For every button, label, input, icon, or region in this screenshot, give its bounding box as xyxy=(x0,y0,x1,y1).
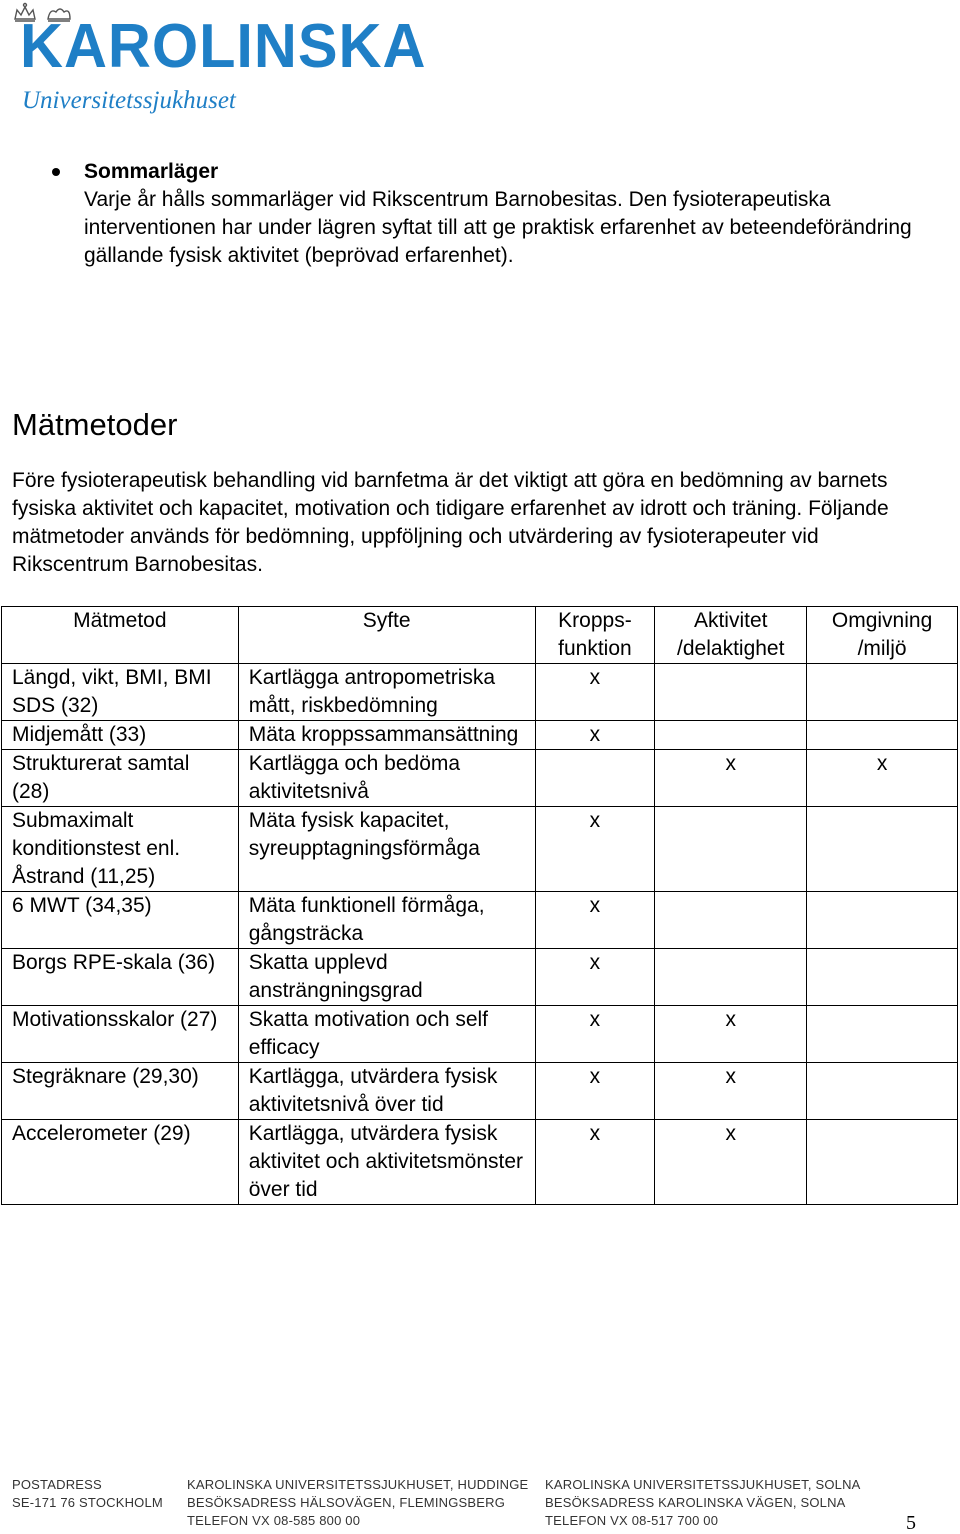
cell-aktivitet: x xyxy=(655,750,807,807)
table-row xyxy=(2,1120,958,1205)
bullet-title: Sommarläger xyxy=(84,160,219,183)
footer-solna xyxy=(545,1476,861,1530)
cell-omgivning xyxy=(807,1120,958,1205)
page-footer xyxy=(12,1476,912,1532)
header-aktivitet: Aktivitet /delaktighet xyxy=(655,607,807,664)
table-row xyxy=(2,721,958,750)
cell-method: 6 MWT (34,35) xyxy=(2,892,239,949)
table-row xyxy=(2,1063,958,1120)
footer-line: BESÖKSADRESS HÄLSOVÄGEN, FLEMINGSBERG xyxy=(187,1495,506,1510)
logo-wordmark: KAROLINSKA xyxy=(20,12,427,81)
page-number: 5 xyxy=(906,1512,916,1534)
footer-line: SE-171 76 STOCKHOLM xyxy=(12,1495,163,1510)
cell-omgivning xyxy=(807,664,958,721)
table-row xyxy=(2,750,958,807)
footer-line: BESÖKSADRESS KAROLINSKA VÄGEN, SOLNA xyxy=(545,1495,846,1510)
cell-aktivitet xyxy=(655,949,807,1006)
footer-line: TELEFON VX 08-585 800 00 xyxy=(187,1513,361,1528)
header-omgivning: Omgivning /miljö xyxy=(807,607,958,664)
cell-method: Strukturerat samtal (28) xyxy=(2,750,239,807)
cell-method: Midjemått (33) xyxy=(2,721,239,750)
header-kroppsfunktion: Kropps- funktion xyxy=(535,607,655,664)
footer-line: TELEFON VX 08-517 700 00 xyxy=(545,1513,719,1528)
footer-huddinge xyxy=(187,1476,528,1530)
cell-kroppsfunktion: x xyxy=(535,892,655,949)
cell-purpose: Mäta kroppssammansättning xyxy=(238,721,535,750)
table-row xyxy=(2,1006,958,1063)
cell-kroppsfunktion: x xyxy=(535,807,655,892)
cell-omgivning xyxy=(807,721,958,750)
logo-subtitle: Universitetssjukhuset xyxy=(22,87,236,114)
cell-method: Motivationsskalor (27) xyxy=(2,1006,239,1063)
cell-omgivning xyxy=(807,1063,958,1120)
table-row xyxy=(2,949,958,1006)
cell-omgivning xyxy=(807,807,958,892)
cell-purpose: Kartlägga, utvärdera fysisk aktivitetsnivå över tid xyxy=(238,1063,535,1120)
cell-purpose: Kartlägga, utvärdera fysisk aktivitet och aktivitetsmönster över tid xyxy=(238,1120,535,1205)
table-row xyxy=(2,892,958,949)
footer-line: KAROLINSKA UNIVERSITETSSJUKHUSET, SOLNA xyxy=(545,1477,861,1492)
cell-aktivitet xyxy=(655,807,807,892)
footer-postal xyxy=(12,1476,163,1512)
cell-kroppsfunktion: x xyxy=(535,949,655,1006)
table-row xyxy=(2,664,958,721)
cell-aktivitet xyxy=(655,664,807,721)
footer-line: POSTADRESS xyxy=(12,1477,102,1492)
header-matmetod: Mätmetod xyxy=(2,607,239,664)
cell-omgivning xyxy=(807,892,958,949)
cell-purpose: Skatta upplevd ansträngningsgrad xyxy=(238,949,535,1006)
section-heading: Mätmetoder xyxy=(12,407,178,442)
cell-purpose: Skatta motivation och self efficacy xyxy=(238,1006,535,1063)
cell-aktivitet xyxy=(655,721,807,750)
section-intro: Före fysioterapeutisk behandling vid barnfetma är det viktigt att göra en bedömning av barnets fysiska aktivitet och kapacitet, motivation och tidigare erfarenhet av idrott och träning. Följande mätmetoder används för bedömning, uppföljning och utvärdering av fysioterapeuter vid Rikscentrum Barnobesitas. xyxy=(12,469,889,576)
cell-aktivitet: x xyxy=(655,1063,807,1120)
cell-purpose: Kartlägga och bedöma aktivitetsnivå xyxy=(238,750,535,807)
cell-aktivitet xyxy=(655,892,807,949)
measurement-table xyxy=(1,606,958,1205)
cell-purpose: Mäta fysisk kapacitet, syreupptagningsförmåga xyxy=(238,807,535,892)
bullet-icon xyxy=(52,168,60,176)
cell-kroppsfunktion: x xyxy=(535,1063,655,1120)
cell-omgivning xyxy=(807,949,958,1006)
cell-kroppsfunktion xyxy=(535,750,655,807)
cell-omgivning: x xyxy=(807,750,958,807)
table-row xyxy=(2,807,958,892)
cell-purpose: Mäta funktionell förmåga, gångsträcka xyxy=(238,892,535,949)
cell-kroppsfunktion: x xyxy=(535,1120,655,1205)
cell-method: Stegräknare (29,30) xyxy=(2,1063,239,1120)
header-syfte: Syfte xyxy=(238,607,535,664)
cell-method: Submaximalt konditionstest enl. Åstrand (11,25) xyxy=(2,807,239,892)
cell-omgivning xyxy=(807,1006,958,1063)
cell-kroppsfunktion: x xyxy=(535,664,655,721)
cell-method: Längd, vikt, BMI, BMI SDS (32) xyxy=(2,664,239,721)
footer-line: KAROLINSKA UNIVERSITETSSJUKHUSET, HUDDINGE xyxy=(187,1477,529,1492)
bullet-item xyxy=(52,158,912,270)
cell-kroppsfunktion: x xyxy=(535,1006,655,1063)
cell-aktivitet: x xyxy=(655,1006,807,1063)
cell-kroppsfunktion: x xyxy=(535,721,655,750)
bullet-body: Varje år hålls sommarläger vid Rikscentrum Barnobesitas. Den fysioterapeutiska interventionen har under lägren syftat till att ge praktisk erfarenhet av beteendeförändring gällande fysisk aktivitet (beprövad erfarenhet). xyxy=(84,188,912,267)
cell-method: Borgs RPE-skala (36) xyxy=(2,949,239,1006)
cell-purpose: Kartlägga antropometriska mått, riskbedömning xyxy=(238,664,535,721)
cell-method: Accelerometer (29) xyxy=(2,1120,239,1205)
cell-aktivitet: x xyxy=(655,1120,807,1205)
table-header-row xyxy=(2,607,958,664)
